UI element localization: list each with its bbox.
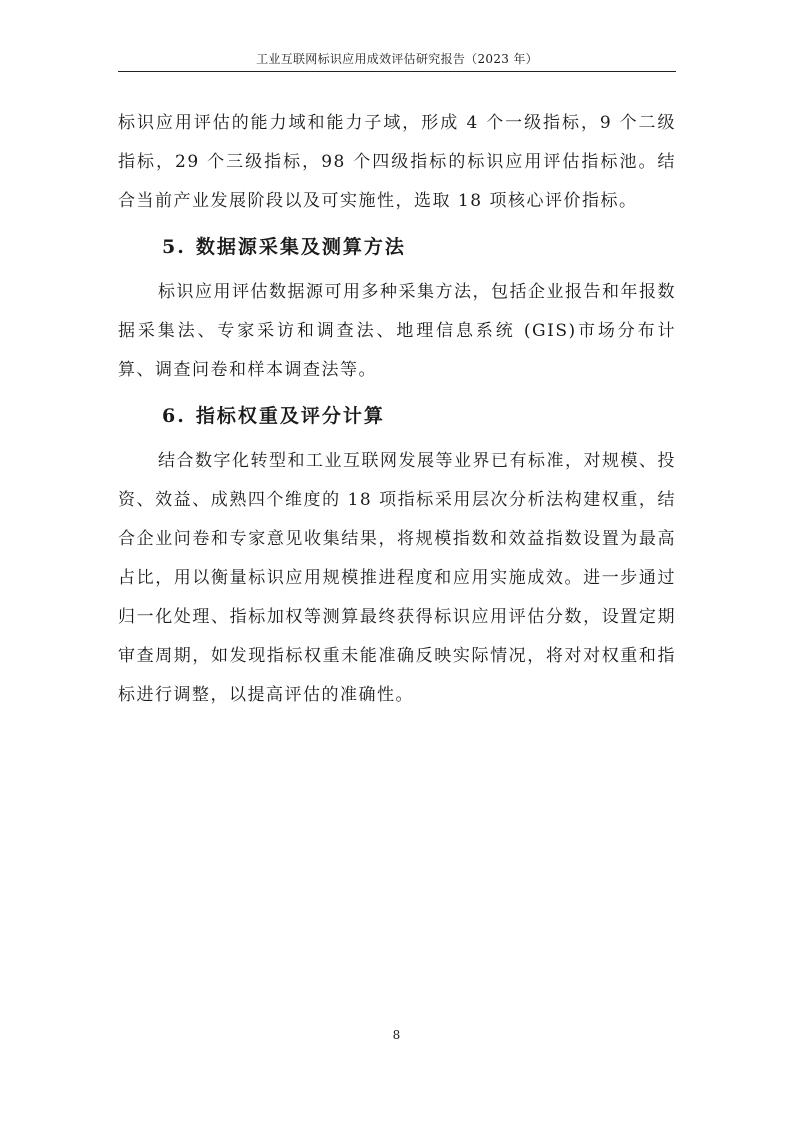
- section-number: 5.: [162, 236, 186, 258]
- header-rule: [118, 71, 676, 72]
- section-title: 指标权重及评分计算: [195, 405, 385, 427]
- paragraph-data-sources: 标识应用评估数据源可用多种采集方法，包括企业报告和年报数据采集法、专家采访和调查法、地理信息系统 (GIS)市场分布计算、调查问卷和样本调查法等。: [118, 282, 676, 380]
- section-heading-weights-scoring: [118, 390, 676, 442]
- page-number: 8: [392, 1028, 401, 1042]
- document-body: [118, 104, 676, 715]
- section-title: 数据源采集及测算方法: [195, 236, 406, 258]
- page-header: 工业互联网标识应用成效评估研究报告（2023 年）: [256, 52, 538, 66]
- paragraph-indicator-pool: 标识应用评估的能力域和能力子域，形成 4 个一级指标，9 个二级指标，29 个三级指标，98 个四级指标的标识应用评估指标池。结合当前产业发展阶段以及可实施性，选取 18 项核心评价指标。: [118, 113, 676, 211]
- section-number: 6.: [162, 405, 186, 427]
- section-heading-data-collection: [118, 221, 676, 273]
- paragraph-weights-scoring: 结合数字化转型和工业互联网发展等业界已有标准，对规模、投资、效益、成熟四个维度的 18 项指标采用层次分析法构建权重，结合企业问卷和专家意见收集结果，将规模指数和效益指数设置为最高占比，用以衡量标识应用规模推进程度和应用实施成效。进一步通过归一化处理、指标加权等测算最终获得标识应用评估分数，设置定期审查周期，如发现指标权重未能准确反映实际情况，将对对权重和指标进行调整，以提高评估的准确性。: [118, 451, 676, 705]
